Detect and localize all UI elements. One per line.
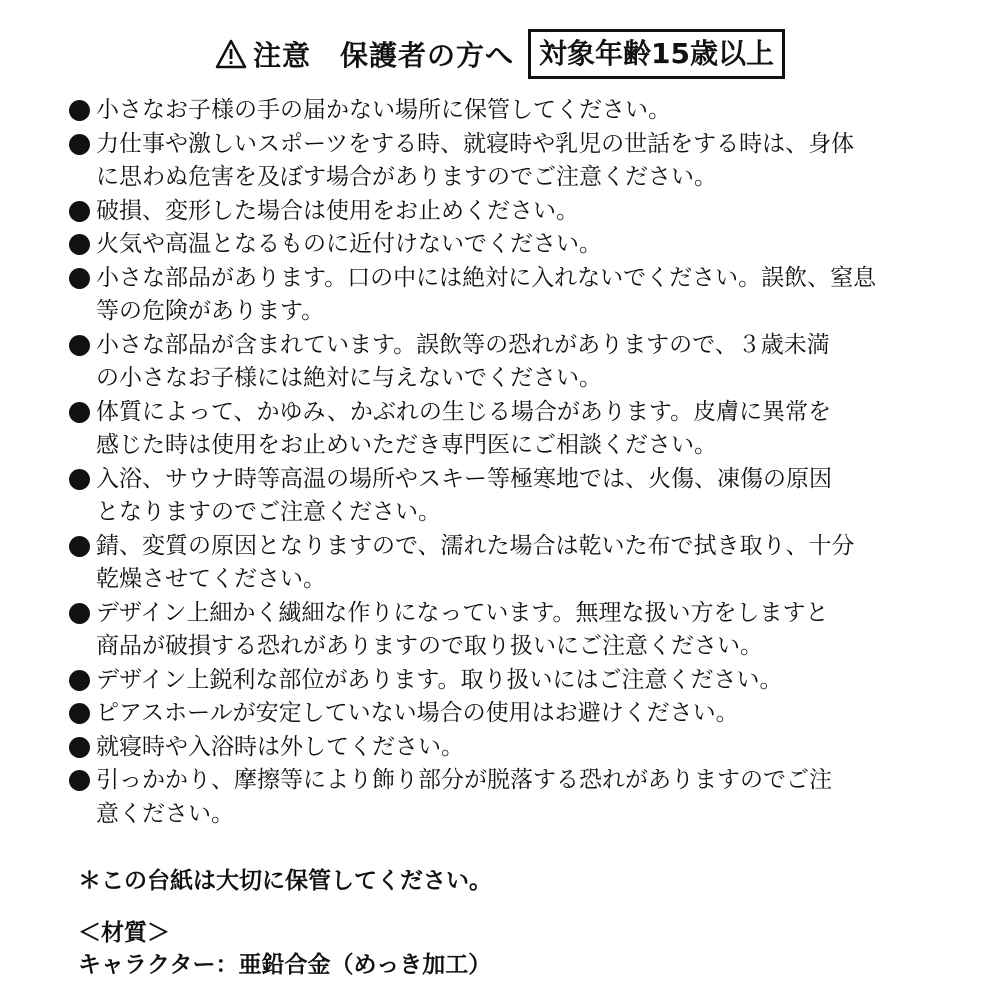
- warning-text-line: に思わぬ危害を及ぼす場合がありますのでご注意ください。: [96, 164, 717, 190]
- warning-item: [68, 463, 928, 530]
- bullet-icon: [69, 737, 90, 758]
- warning-text-line: デザイン上鋭利な部位があります。取り扱いにはご注意ください。: [96, 666, 783, 693]
- warning-item: [68, 764, 928, 831]
- bullet-icon: [69, 670, 90, 691]
- warning-text-line: 引っかかり、摩擦等により飾り部分が脱落する恐れがありますのでご注: [96, 767, 832, 793]
- bullet-icon: [69, 100, 90, 121]
- material-heading: ＜材質＞: [78, 920, 170, 946]
- warning-text-line: ピアスホールが安定していない場合の使用はお避けください。: [96, 700, 739, 726]
- bullet-icon: [69, 234, 90, 255]
- warning-text-line: 破損、変形した場合は使用をお止めください。: [96, 197, 579, 224]
- warning-item: [68, 329, 928, 396]
- warning-text-line: 乾燥させてください。: [96, 566, 326, 592]
- warning-item: [68, 731, 928, 765]
- bullet-icon: [69, 134, 90, 155]
- keep-mount-note: ＊この台紙は大切に保管してください。: [78, 868, 492, 894]
- warning-text-line: 等の危険があります。: [96, 298, 325, 324]
- warning-item: [68, 262, 928, 329]
- warning-text-line: の小さなお子様には絶対に与えないでください。: [96, 365, 602, 391]
- warning-text-line: 錆、変質の原因となりますので、濡れた場合は乾いた布で拭き取り、十分: [96, 532, 855, 559]
- warning-item: [68, 128, 928, 195]
- bullet-icon: [69, 268, 90, 289]
- caution-title: 注意 保護者の方へ: [253, 39, 515, 72]
- warning-list: [68, 94, 928, 831]
- warning-triangle-icon: [215, 39, 247, 69]
- warning-item: [68, 396, 928, 463]
- material-value: キャラクター：亜鉛合金（めっき加工）: [78, 952, 492, 978]
- bullet-icon: [69, 770, 90, 791]
- warning-item: [68, 530, 928, 597]
- warning-item: [68, 664, 928, 698]
- warning-text-line: 意ください。: [96, 800, 234, 827]
- bullet-icon: [69, 603, 90, 624]
- warning-item: [68, 697, 928, 731]
- warning-item: [68, 597, 928, 664]
- warning-text-line: 火気や高温となるものに近付けないでください。: [96, 231, 602, 257]
- warning-text-line: デザイン上細かく繊細な作りになっています。無理な扱い方をしますと: [96, 599, 829, 626]
- age-notice-badge: 対象年齢15歳以上: [528, 29, 785, 79]
- warning-text-line: 入浴、サウナ時等高温の場所やスキー等極寒地では、火傷、凍傷の原因: [96, 465, 832, 492]
- warning-text-line: 小さなお子様の手の届かない場所に保管してください。: [96, 97, 671, 123]
- bullet-icon: [69, 469, 90, 490]
- warning-header: [0, 26, 1000, 82]
- warning-item: [68, 195, 928, 229]
- bullet-icon: [69, 402, 90, 423]
- warning-text-line: 体質によって、かゆみ、かぶれの生じる場合があります。皮膚に異常を: [96, 398, 832, 425]
- warning-text-line: 商品が破損する恐れがありますので取り扱いにご注意ください。: [96, 633, 763, 659]
- warning-item: [68, 94, 928, 128]
- bullet-icon: [69, 335, 90, 356]
- bullet-icon: [69, 703, 90, 724]
- warning-text-line: 就寝時や入浴時は外してください。: [96, 733, 464, 760]
- warning-text-line: 感じた時は使用をお止めいただき専門医にご相談ください。: [96, 432, 717, 458]
- bullet-icon: [69, 201, 90, 222]
- warning-item: [68, 228, 928, 262]
- warning-text-line: となりますのでご注意ください。: [96, 499, 441, 525]
- warning-text-line: 力仕事や激しいスポーツをする時、就寝時や乳児の世話をする時は、身体: [96, 130, 855, 157]
- warning-text-line: 小さな部品が含まれています。誤飲等の恐れがありますので、３歳未満: [96, 331, 830, 358]
- bullet-icon: [69, 536, 90, 557]
- warning-text-line: 小さな部品があります。口の中には絶対に入れないでください。誤飲、窒息: [96, 264, 877, 291]
